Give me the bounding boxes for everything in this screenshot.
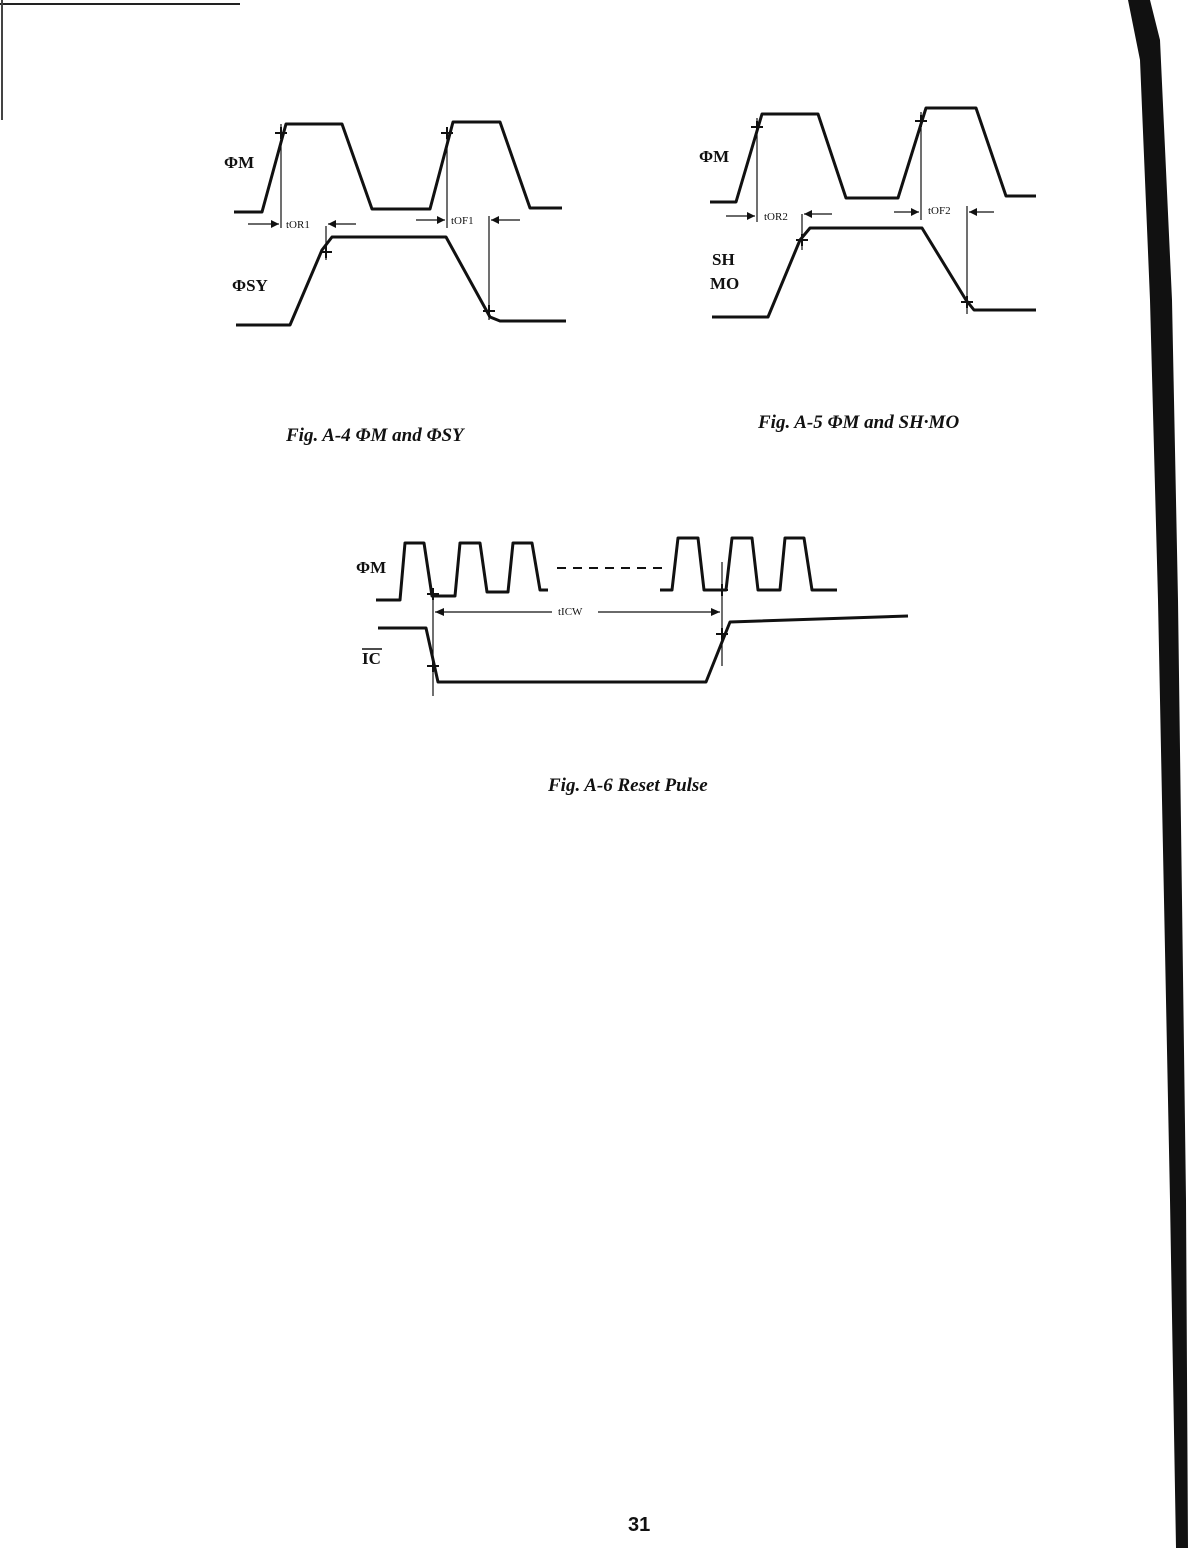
fig-a5-signal-phim-label: ΦM xyxy=(699,147,730,166)
fig-a4-phim-waveform xyxy=(234,122,562,212)
fig-a5-shmo-waveform xyxy=(712,228,1036,317)
figure-a5 xyxy=(699,108,1036,433)
fig-a6-ticw-label: tICW xyxy=(558,606,583,618)
fig-a4-tor1-label: tOR1 xyxy=(286,219,310,231)
fig-a6-caption: Fig. A-6 Reset Pulse xyxy=(548,775,708,796)
fig-a6-ic-waveform xyxy=(378,616,908,682)
figure-a6 xyxy=(356,538,908,796)
page-number: 31 xyxy=(628,1514,651,1536)
fig-a6-signal-phim-label: ΦM xyxy=(356,558,387,577)
fig-a5-signal-mo-label: MO xyxy=(710,274,740,293)
fig-a5-phim-waveform xyxy=(710,108,1036,202)
fig-a5-tof2-label: tOF2 xyxy=(928,205,951,217)
fig-a6-phim-waveform-left xyxy=(376,543,548,600)
fig-a5-caption: Fig. A-5 ΦM and SH·MO xyxy=(758,412,960,433)
figure-a4 xyxy=(224,122,566,446)
fig-a4-signal-phim-label: ΦM xyxy=(224,153,255,172)
fig-a6-cross-mark xyxy=(427,588,439,600)
fig-a5-cross-mark xyxy=(915,115,927,127)
fig-a5-signal-sh-label: SH xyxy=(712,250,735,269)
fig-a5-cross-mark xyxy=(751,121,763,133)
fig-a4-tof1-label: tOF1 xyxy=(451,215,474,227)
fig-a6-cross-mark xyxy=(427,660,439,672)
fig-a6-signal-ic-label: IC xyxy=(362,649,381,668)
fig-a4-caption: Fig. A-4 ΦM and ΦSY xyxy=(286,425,464,446)
fig-a5-tor2-label: tOR2 xyxy=(764,211,788,223)
fig-a4-signal-phisy-label: ΦSY xyxy=(232,276,268,295)
fig-a6-phim-waveform-right xyxy=(660,538,837,590)
fig-a4-phisy-waveform xyxy=(236,237,566,325)
